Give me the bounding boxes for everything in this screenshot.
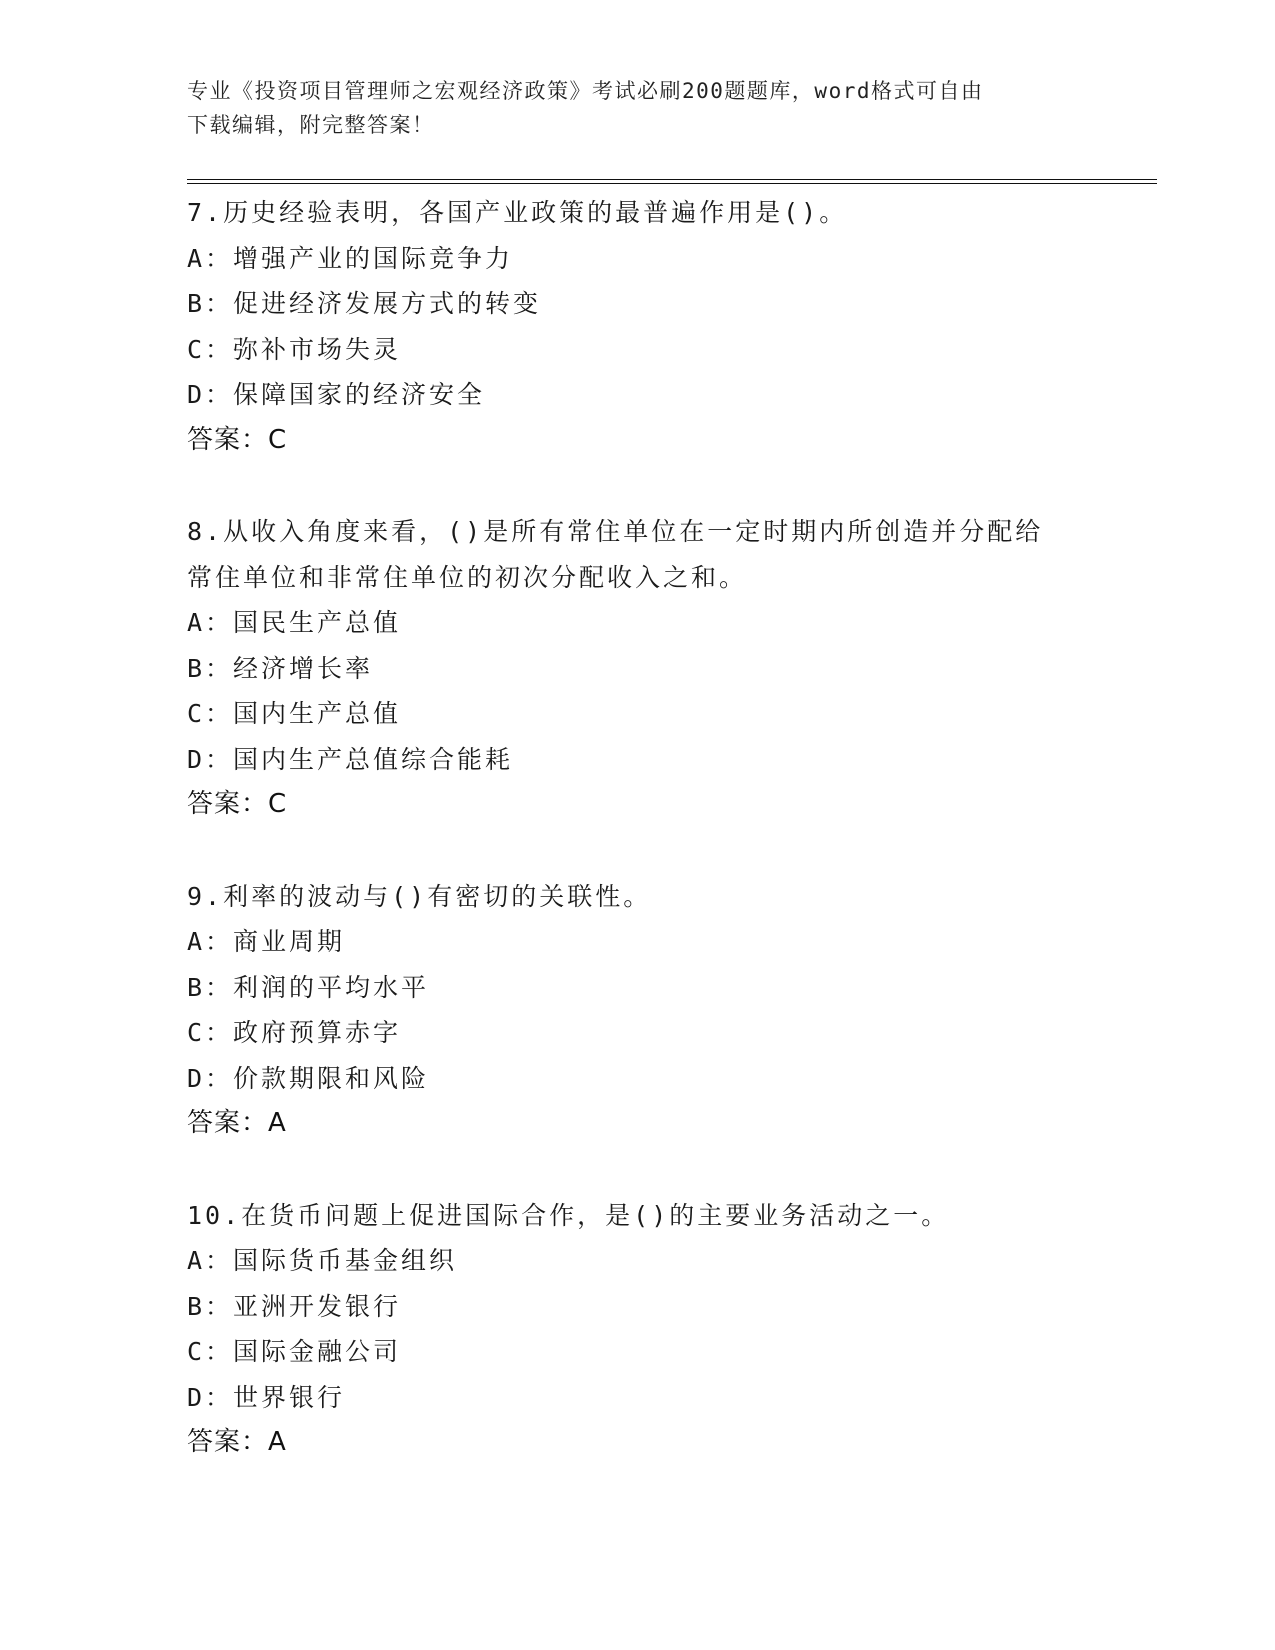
option-a: A：国际货币基金组织 [187,1246,458,1275]
answer-line: 答案：A [187,1108,287,1138]
question-stem-line-2: 常住单位和非常住单位的初次分配收入之和。 [187,562,748,592]
option-d: D：国内生产总值综合能耗 [187,744,514,774]
option-b: B：利润的平均水平 [187,972,430,1002]
question-8 [187,509,1087,828]
option-c: C：政府预算赤字 [187,1018,402,1047]
option-d: D：保障国家的经济安全 [187,380,486,409]
document-header [187,74,1067,142]
question-list [187,190,1087,1466]
header-divider-top [187,179,1157,180]
option-a: A：商业周期 [187,927,346,956]
answer-line: 答案：C [187,789,288,819]
question-7 [187,190,1087,463]
question-10 [187,1193,1087,1466]
header-line-1: 专业《投资项目管理师之宏观经济政策》考试必刷200题题库，word格式可自由 [187,79,984,103]
question-stem-line-1: 8.从收入角度来看，()是所有常住单位在一定时期内所创造并分配给 [187,517,1044,546]
question-stem: 9.利率的波动与()有密切的关联性。 [187,881,652,911]
header-line-2: 下载编辑，附完整答案！ [187,113,435,137]
option-b: B：经济增长率 [187,653,374,683]
option-c: C：国际金融公司 [187,1337,402,1366]
header-divider-bottom [187,183,1157,184]
question-9 [187,874,1087,1147]
question-stem: 7.历史经验表明，各国产业政策的最普遍作用是()。 [187,198,848,227]
answer-line: 答案：C [187,424,288,455]
option-a: A：增强产业的国际竞争力 [187,243,514,273]
option-d: D：世界银行 [187,1382,346,1412]
question-stem: 10.在货币问题上促进国际合作，是()的主要业务活动之一。 [187,1200,950,1230]
option-a: A：国民生产总值 [187,608,402,637]
option-c: C：弥补市场失灵 [187,334,402,364]
option-d: D：价款期限和风险 [187,1063,430,1093]
answer-line: 答案：A [187,1427,287,1457]
option-b: B：亚洲开发银行 [187,1291,402,1321]
option-b: B：促进经济发展方式的转变 [187,289,542,318]
option-c: C：国内生产总值 [187,699,402,728]
